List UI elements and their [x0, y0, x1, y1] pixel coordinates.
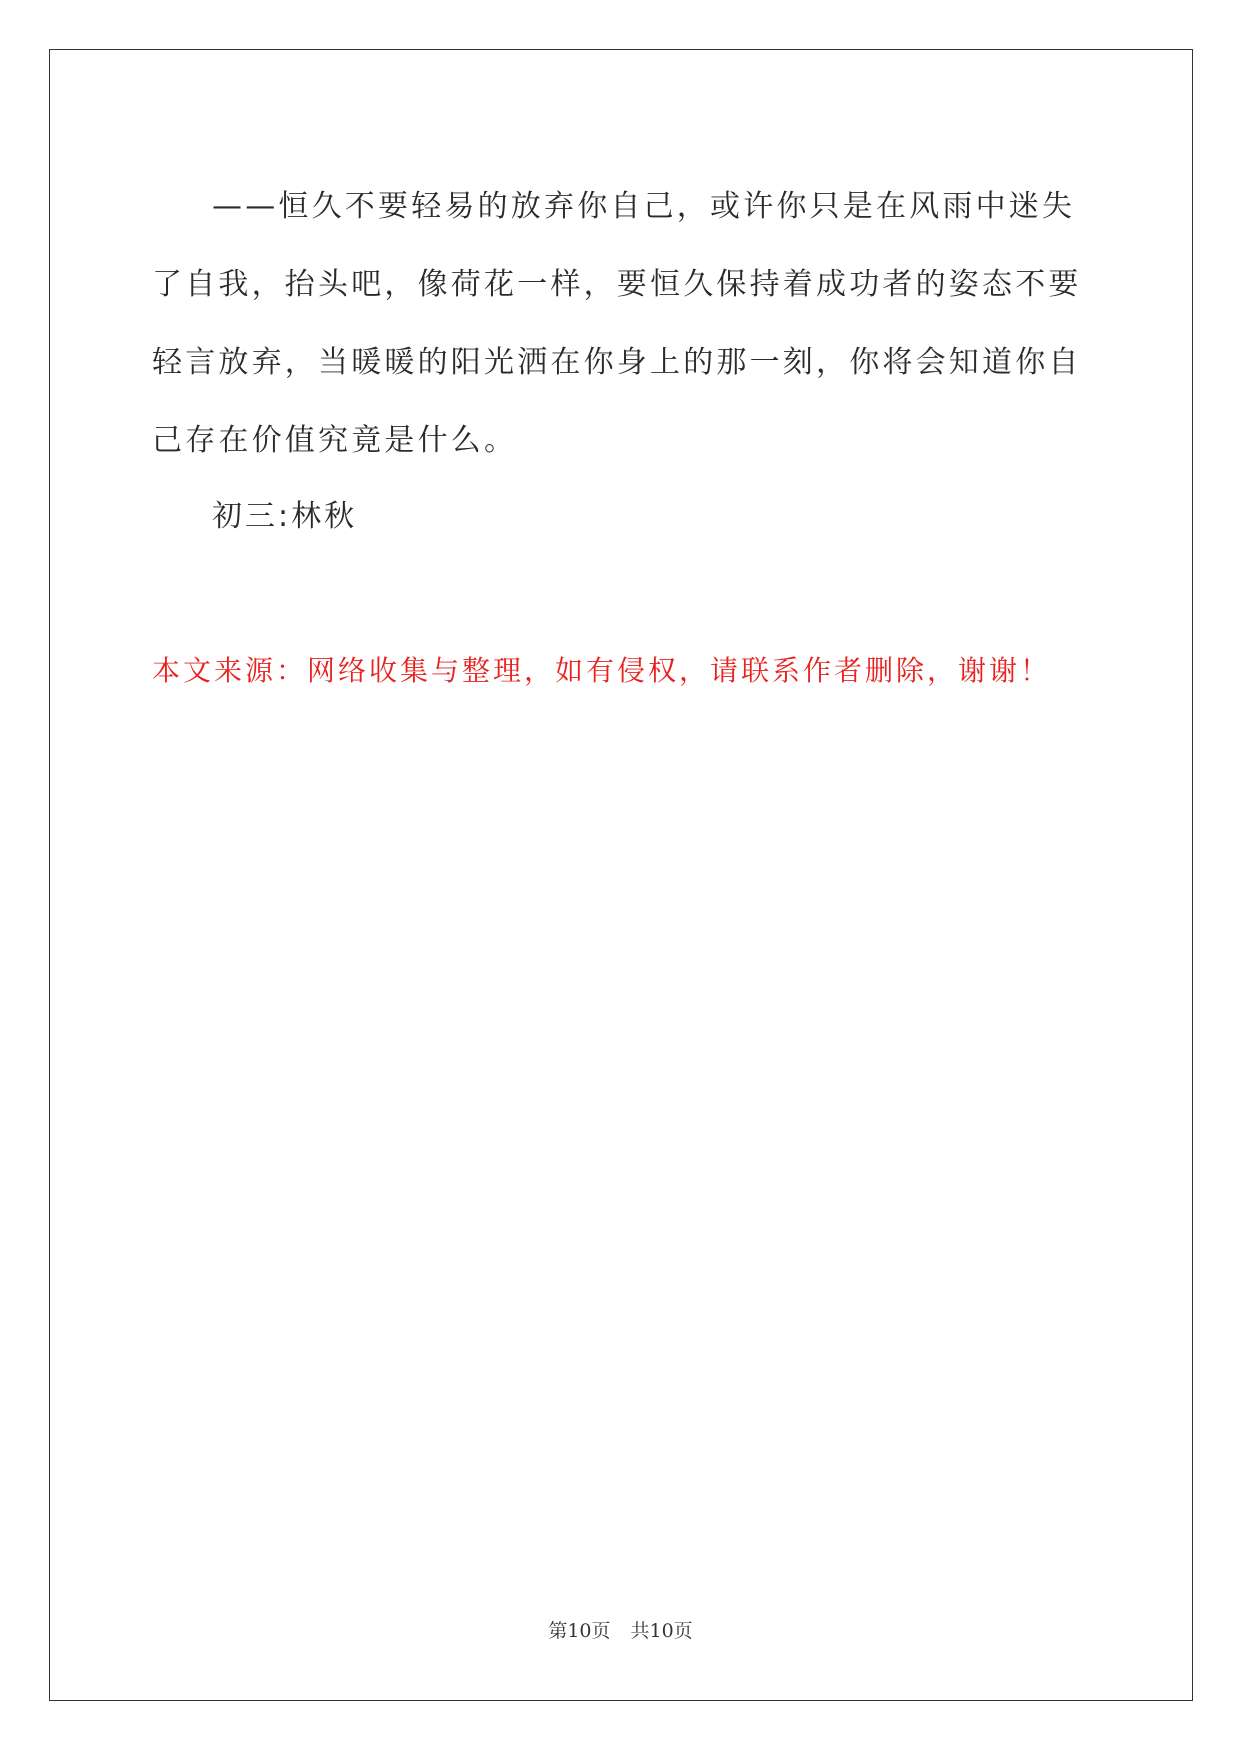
- source-disclaimer: 本文来源：网络收集与整理，如有侵权，请联系作者删除，谢谢！: [152, 654, 1052, 687]
- document-body: [152, 168, 1097, 480]
- page-number-total: 共10页: [630, 1620, 693, 1642]
- author-signature: 初三:林秋: [212, 499, 358, 534]
- page-footer: [0, 1616, 1241, 1643]
- body-paragraph: ——恒久不要轻易的放弃你自己，或许你只是在风雨中迷失了自我，抬头吧，像荷花一样，要恒久保持着成功者的姿态不要轻言放弃，当暖暖的阳光洒在你身上的那一刻，你将会知道你自己存在价值究竟是什么。: [152, 189, 1082, 458]
- page-number-current: 第10页: [548, 1620, 611, 1642]
